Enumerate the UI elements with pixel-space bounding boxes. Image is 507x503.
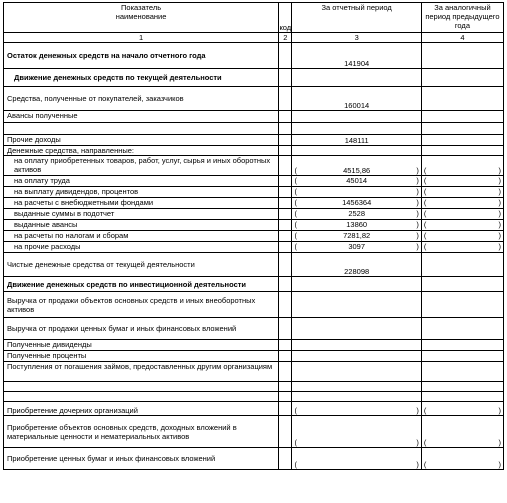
row-prev (421, 448, 503, 470)
row-prev (421, 156, 503, 176)
row-wages (4, 176, 504, 187)
row-label: на оплату труда (4, 176, 279, 187)
header-row (4, 3, 504, 33)
row-sale-fixed-assets (4, 292, 504, 318)
row-blank (4, 123, 504, 135)
row-prev (421, 146, 503, 156)
row-prev (421, 318, 503, 340)
row-label: Чистые денежные средства от текущей деятельности (4, 253, 279, 277)
column-number-2: 2 (279, 33, 292, 43)
paren-open: ( (423, 460, 427, 469)
row-value (292, 156, 421, 176)
row-label (4, 392, 279, 402)
row-extrabudgetary-funds (4, 198, 504, 209)
row-prev (421, 351, 503, 362)
paren-open: ( (423, 209, 427, 218)
row-value (292, 340, 421, 351)
row-code (279, 187, 292, 198)
row-prev (421, 69, 503, 87)
paren-open: ( (294, 198, 297, 207)
paren-close: ) (498, 231, 501, 240)
paren-open: ( (423, 187, 427, 196)
paren-close: ) (416, 438, 419, 447)
section-operating (4, 69, 504, 87)
paren-close: ) (498, 220, 501, 229)
row-code (279, 392, 292, 402)
value-text: 7281,82 (343, 231, 371, 240)
row-code (279, 220, 292, 231)
row-code (279, 176, 292, 187)
row-code (279, 292, 292, 318)
row-code (279, 231, 292, 242)
row-value (292, 448, 421, 470)
header-indicator-sub: наименование (115, 12, 167, 21)
row-code (279, 448, 292, 470)
row-code (279, 277, 292, 292)
row-value (292, 392, 421, 402)
paren-open: ( (423, 198, 427, 207)
paren-open: ( (294, 438, 297, 447)
column-number-4: 4 (421, 33, 503, 43)
row-code (279, 209, 292, 220)
row-code (279, 156, 292, 176)
row-code (279, 111, 292, 123)
row-value (292, 362, 421, 382)
row-code (279, 69, 292, 87)
row-dividends-received (4, 340, 504, 351)
row-label: выданные авансы (4, 220, 279, 231)
row-value (292, 176, 421, 187)
value-text: 13860 (346, 220, 368, 229)
row-label: Полученные дивиденды (4, 340, 279, 351)
header-reporting-period: За отчетный период (292, 3, 421, 33)
row-label: Выручка от продажи объектов основных средств и иных внеоборотных активов (4, 292, 279, 318)
row-value (292, 198, 421, 209)
header-code: код (279, 3, 292, 33)
row-prev (421, 340, 503, 351)
row-prev (421, 277, 503, 292)
row-label: Выручка от продажи ценных бумаг и иных финансовых вложений (4, 318, 279, 340)
row-code (279, 351, 292, 362)
row-label: Полученные проценты (4, 351, 279, 362)
paren-open: ( (423, 438, 427, 447)
row-label: на прочие расходы (4, 242, 279, 253)
value-text: 4515,86 (343, 166, 371, 175)
row-value (292, 146, 421, 156)
paren-open: ( (294, 460, 297, 469)
row-value (292, 318, 421, 340)
paren-close: ) (498, 406, 501, 415)
paren-open: ( (423, 231, 427, 240)
row-prev (421, 198, 503, 209)
value-text: 1456364 (342, 198, 372, 207)
row-prev (421, 292, 503, 318)
row-label: Прочие доходы (4, 135, 279, 146)
paren-open: ( (294, 187, 297, 196)
row-label: Приобретение объектов основных средств, доходных вложений в материальные ценности и нематериальных активов (4, 416, 279, 448)
row-code (279, 362, 292, 382)
paren-close: ) (498, 242, 501, 251)
row-label: Средства, полученные от покупателей, заказчиков (4, 87, 279, 111)
row-value: 228098 (292, 253, 421, 277)
paren-close: ) (416, 166, 419, 175)
paren-close: ) (498, 176, 501, 185)
column-number-3: 3 (292, 33, 421, 43)
row-advances-received (4, 111, 504, 123)
row-prev (421, 220, 503, 231)
row-value (292, 292, 421, 318)
paren-close: ) (416, 242, 419, 251)
row-value: 148111 (292, 135, 421, 146)
row-value: 160014 (292, 87, 421, 111)
row-value (292, 69, 421, 87)
row-label: Приобретение ценных бумаг и иных финансовых вложений (4, 448, 279, 470)
row-code (279, 340, 292, 351)
paren-close: ) (498, 438, 501, 447)
row-prev (421, 416, 503, 448)
row-label: на выплату дивидендов, процентов (4, 187, 279, 198)
row-label: на оплату приобретенных товаров, работ, услуг, сырья и иных оборотных активов (4, 156, 279, 176)
row-blank (4, 382, 504, 392)
paren-open: ( (423, 242, 427, 251)
row-advances-issued (4, 220, 504, 231)
row-prev (421, 362, 503, 382)
row-code (279, 87, 292, 111)
row-sale-securities (4, 318, 504, 340)
value-text: 3097 (348, 242, 365, 251)
row-value (292, 209, 421, 220)
row-value (292, 111, 421, 123)
row-value (292, 416, 421, 448)
header-indicator (4, 3, 279, 33)
paren-open: ( (423, 406, 427, 415)
row-label: Авансы полученные (4, 111, 279, 123)
row-value (292, 382, 421, 392)
header-previous-period: За аналогичный период предыдущего года (421, 3, 503, 33)
row-code (279, 43, 292, 69)
row-value (292, 351, 421, 362)
column-numbers-row (4, 33, 504, 43)
header-indicator-title: Показатель (121, 3, 162, 12)
row-acquire-securities (4, 448, 504, 470)
paren-close: ) (416, 209, 419, 218)
row-label: выданные суммы в подотчет (4, 209, 279, 220)
paren-close: ) (498, 209, 501, 218)
row-code (279, 416, 292, 448)
paren-close: ) (498, 198, 501, 207)
row-label (4, 123, 279, 135)
paren-open: ( (423, 220, 427, 229)
row-receipts-customers (4, 87, 504, 111)
row-code (279, 382, 292, 392)
row-prev (421, 209, 503, 220)
row-prev (421, 253, 503, 277)
row-prev (421, 123, 503, 135)
paren-open: ( (294, 220, 297, 229)
row-value (292, 220, 421, 231)
paren-close: ) (498, 460, 501, 469)
paren-close: ) (416, 176, 419, 185)
row-funds-directed (4, 146, 504, 156)
row-code (279, 253, 292, 277)
row-value (292, 231, 421, 242)
row-other-income (4, 135, 504, 146)
row-prev (421, 176, 503, 187)
row-value (292, 242, 421, 253)
row-label: Денежные средства, направленные: (4, 146, 279, 156)
section-investing (4, 277, 504, 292)
row-label: Поступления от погашения займов, предоставленных другим организациям (4, 362, 279, 382)
row-code (279, 135, 292, 146)
row-code (279, 198, 292, 209)
row-blank (4, 392, 504, 402)
row-taxes (4, 231, 504, 242)
paren-open: ( (423, 166, 427, 175)
cash-flow-table (3, 2, 504, 470)
row-acquire-fixed-assets (4, 416, 504, 448)
row-value: 141904 (292, 43, 421, 69)
row-other-expenses (4, 242, 504, 253)
row-interest-received (4, 351, 504, 362)
section-label: Движение денежных средств по текущей деятельности (4, 69, 279, 87)
paren-close: ) (498, 187, 501, 196)
row-prev (421, 187, 503, 198)
column-number-1: 1 (4, 33, 279, 43)
row-prev (421, 242, 503, 253)
row-label: на расчеты с внебюджетными фондами (4, 198, 279, 209)
row-value (292, 123, 421, 135)
row-label: Остаток денежных средств на начало отчетного года (4, 43, 279, 69)
section-label: Движение денежных средств по инвестиционной деятельности (4, 277, 279, 292)
row-prev (421, 87, 503, 111)
paren-open: ( (294, 176, 297, 185)
row-prev (421, 111, 503, 123)
paren-close: ) (416, 198, 419, 207)
row-opening-balance (4, 43, 504, 69)
row-code (279, 146, 292, 156)
paren-open: ( (423, 176, 427, 185)
paren-close: ) (416, 460, 419, 469)
paren-open: ( (294, 209, 297, 218)
row-code (279, 123, 292, 135)
paren-open: ( (294, 242, 297, 251)
row-value (292, 187, 421, 198)
row-prev (421, 43, 503, 69)
paren-close: ) (416, 220, 419, 229)
value-text: 2528 (348, 209, 365, 218)
paren-close: ) (416, 187, 419, 196)
row-code (279, 402, 292, 416)
row-accountable-sums (4, 209, 504, 220)
row-prev (421, 231, 503, 242)
row-prev (421, 392, 503, 402)
row-code (279, 242, 292, 253)
paren-open: ( (294, 231, 297, 240)
paren-open: ( (294, 166, 297, 175)
paren-open: ( (294, 406, 297, 415)
row-prev (421, 135, 503, 146)
value-text: 45014 (346, 176, 368, 185)
row-prev (421, 402, 503, 416)
paren-close: ) (416, 231, 419, 240)
paren-close: ) (416, 406, 419, 415)
row-purchases (4, 156, 504, 176)
row-label: Приобретение дочерних организаций (4, 402, 279, 416)
row-dividends-paid (4, 187, 504, 198)
row-label (4, 382, 279, 392)
paren-close: ) (498, 166, 501, 175)
row-net-operating (4, 253, 504, 277)
row-prev (421, 382, 503, 392)
row-value (292, 277, 421, 292)
row-subsidiaries (4, 402, 504, 416)
row-value (292, 402, 421, 416)
row-loan-repayments (4, 362, 504, 382)
row-label: на расчеты по налогам и сборам (4, 231, 279, 242)
row-code (279, 318, 292, 340)
